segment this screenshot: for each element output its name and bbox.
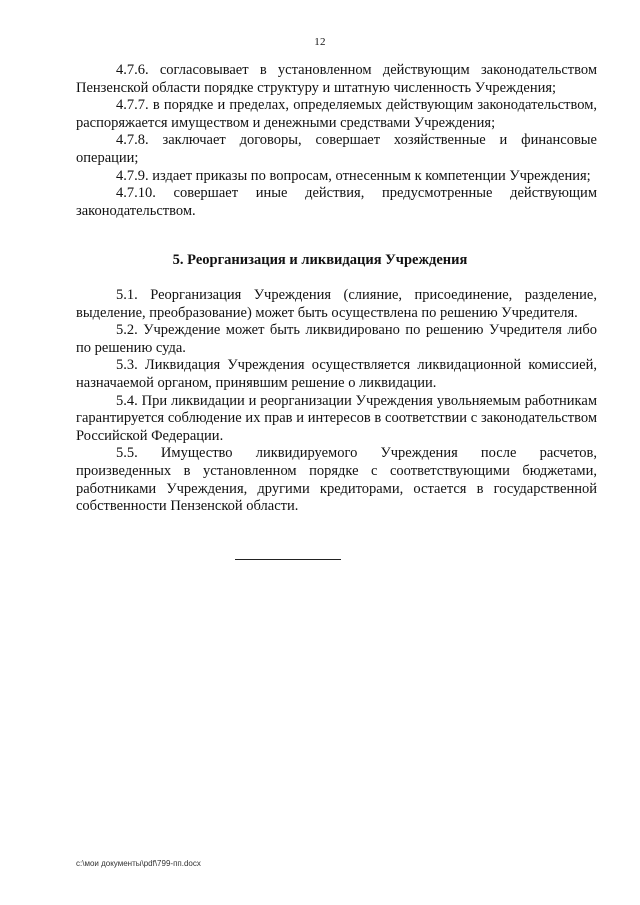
section-5-body bbox=[76, 287, 597, 516]
footer-file-path: c:\мои документы\pdf\799-пп.docx bbox=[76, 859, 201, 868]
clause-5-2: 5.2. Учреждение может быть ликвидировано по решению Учредителя либо по решению суда. bbox=[76, 322, 597, 356]
clause-5-3: 5.3. Ликвидация Учреждения осуществляется ликвидационной комиссией, назначаемой органом, принявшим решение о ликвидации. bbox=[76, 357, 597, 391]
clause-5-4: 5.4. При ликвидации и реорганизации Учреждения увольняемым работникам гарантируется соблюдение их прав и интересов в соответствии с законодательством Российской Федерации. bbox=[76, 392, 597, 444]
clause-5-1: 5.1. Реорганизация Учреждения (слияние, присоединение, разделение, выделение, преобразование) может быть осуществлена по решению Учредителя. bbox=[76, 287, 597, 321]
clause-4-7-8: 4.7.8. заключает договоры, совершает хозяйственные и финансовые операции; bbox=[76, 132, 597, 166]
clause-4-7-9: 4.7.9. издает приказы по вопросам, отнесенным к компетенции Учреждения; bbox=[116, 167, 591, 184]
section-4-continuation bbox=[76, 62, 597, 220]
section-5-heading: 5. Реорганизация и ликвидация Учреждения bbox=[172, 252, 468, 268]
page-number: 12 bbox=[314, 36, 326, 48]
end-divider-line bbox=[235, 559, 341, 560]
clause-4-7-6: 4.7.6. согласовывает в установленном действующим законодательством Пензенской области порядке структуру и штатную численность Учреждения; bbox=[76, 62, 597, 96]
clause-4-7-10: 4.7.10. совершает иные действия, предусмотренные действующим законодательством. bbox=[76, 185, 597, 219]
clause-4-7-7: 4.7.7. в порядке и пределах, определяемых действующим законодательством, распоряжается имуществом и денежными средствами Учреждения; bbox=[76, 97, 597, 131]
clause-5-5: 5.5. Имущество ликвидируемого Учреждения после расчетов, произведенных в установленном порядке с соответствующими бюджетами, работниками Учреждения, другими кредиторами, остается в государственной собственности Пензенской области. bbox=[76, 445, 597, 515]
